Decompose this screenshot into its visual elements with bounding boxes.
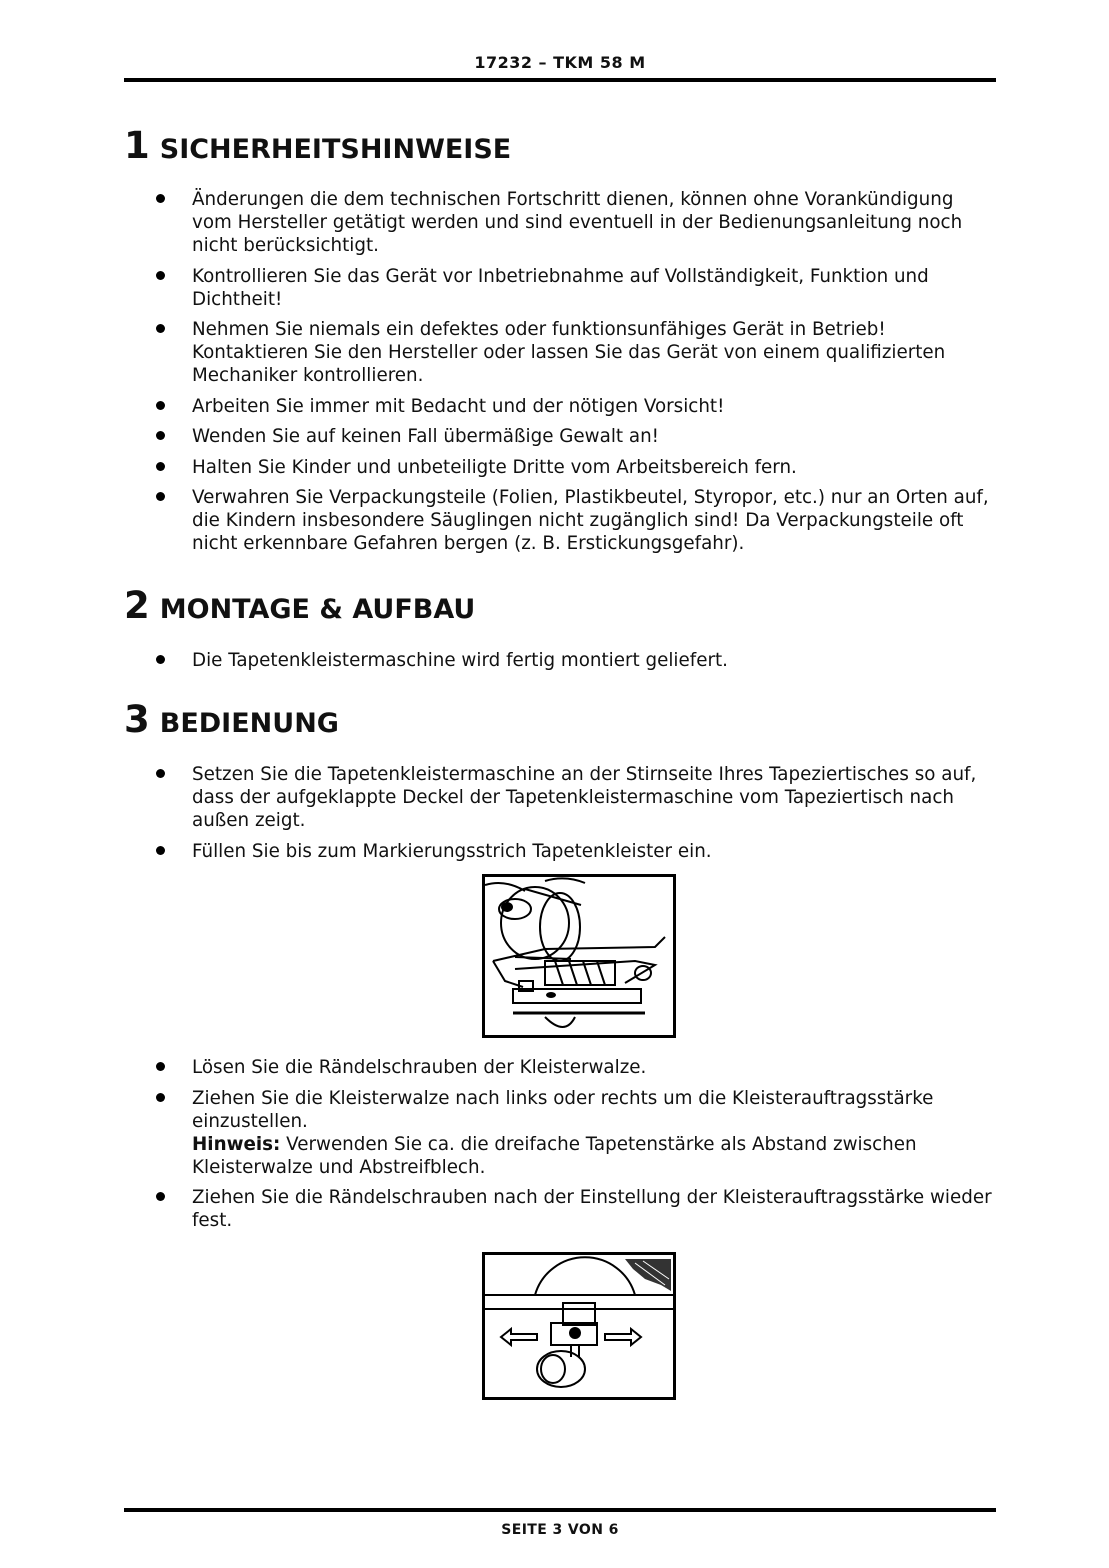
note-text: Verwenden Sie ca. die dreifache Tapetenstärke als Abstand zwischen Kleisterwalze und Abstreifblech. xyxy=(192,1133,917,1178)
section-title: MONTAGE & AUFBAU xyxy=(159,594,476,625)
section-3-heading xyxy=(124,698,339,741)
safety-bullet-list xyxy=(152,188,992,563)
list-item: Nehmen Sie niemals ein defektes oder funktionsunfähiges Gerät in Betrieb! Kontaktieren Sie den Hersteller oder lassen Sie das Gerät von einem qualifizierten Mechaniker kontrollieren. xyxy=(152,318,992,387)
list-item: Änderungen die dem technischen Fortschritt dienen, können ohne Vorankündigung vom Hersteller getätigt werden und sind eventuell in der Bedienungsanleitung noch nicht berücksichtigt. xyxy=(152,188,992,257)
list-item: Verwahren Sie Verpackungsteile (Folien, Plastikbeutel, Styropor, etc.) nur an Orten auf, die Kindern insbesondere Säuglingen nicht zugänglich sind! Da Verpackungsteile oft nicht erkennbare Gefahren bergen (z. B. Erstickungsgefahr). xyxy=(152,486,992,555)
operation-bullet-list-a xyxy=(152,763,992,870)
page-number: SEITE 3 VON 6 xyxy=(501,1522,619,1538)
roller-adjustment-illustration xyxy=(485,1255,673,1397)
list-item: Kontrollieren Sie das Gerät vor Inbetriebnahme auf Vollständigkeit, Funktion und Dichtheit! xyxy=(152,265,992,311)
list-item xyxy=(152,1087,992,1179)
document-header-title: 17232 – TKM 58 M xyxy=(474,53,646,72)
list-item: Wenden Sie auf keinen Fall übermäßige Gewalt an! xyxy=(152,425,992,448)
list-item: Lösen Sie die Rändelschrauben der Kleisterwalze. xyxy=(152,1056,992,1079)
list-item: Ziehen Sie die Rändelschrauben nach der Einstellung der Kleisterauftragsstärke wieder fest. xyxy=(152,1186,992,1232)
machine-illustration xyxy=(485,877,673,1035)
header-rule xyxy=(124,78,996,82)
list-item-text: Ziehen Sie die Kleisterwalze nach links oder rechts um die Kleisterauftragsstärke einzustellen. xyxy=(192,1087,934,1132)
list-item: Setzen Sie die Tapetenkleistermaschine an der Stirnseite Ihres Tapeziertisches so auf, dass der aufgeklappte Deckel der Tapetenkleistermaschine vom Tapeziertisch nach außen zeigt. xyxy=(152,763,992,832)
section-2-heading xyxy=(124,584,475,627)
list-item: Füllen Sie bis zum Markierungsstrich Tapetenkleister ein. xyxy=(152,840,992,863)
section-1-heading xyxy=(124,124,511,167)
section-title: BEDIENUNG xyxy=(159,708,339,739)
note-label: Hinweis: xyxy=(192,1133,281,1155)
figure-machine-lid xyxy=(482,874,676,1038)
footer-rule xyxy=(124,1508,996,1512)
section-number: 2 xyxy=(124,584,150,627)
section-title: SICHERHEITSHINWEISE xyxy=(159,134,512,165)
list-item: Arbeiten Sie immer mit Bedacht und der nötigen Vorsicht! xyxy=(152,395,992,418)
operation-bullet-list-b xyxy=(152,1056,992,1240)
list-item: Halten Sie Kinder und unbeteiligte Dritte vom Arbeitsbereich fern. xyxy=(152,456,992,479)
section-number: 1 xyxy=(124,124,150,167)
figure-roller-adjustment xyxy=(482,1252,676,1400)
assembly-bullet-list xyxy=(152,649,992,680)
section-number: 3 xyxy=(124,698,150,741)
list-item: Die Tapetenkleistermaschine wird fertig montiert geliefert. xyxy=(152,649,992,672)
